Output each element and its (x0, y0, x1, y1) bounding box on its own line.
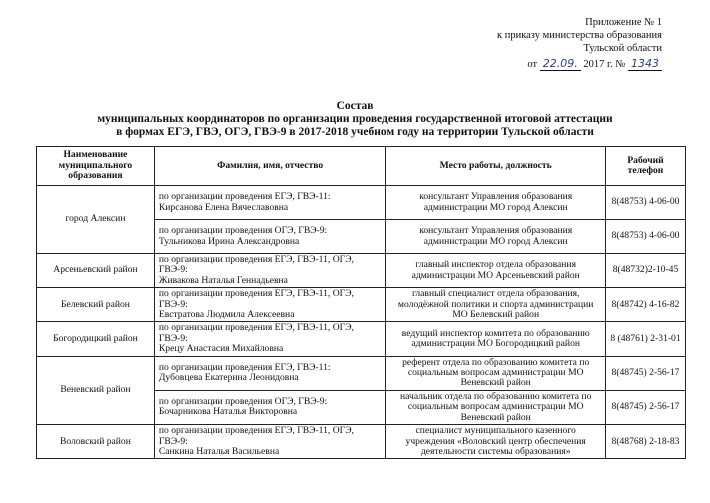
title-line-1: Состав (336, 100, 374, 112)
person-name: Бочарникова Наталья Викторовна (158, 406, 298, 418)
person-name: Крецу Анастасия Михайловна (158, 343, 284, 355)
phone-cell: 8(48745) 2-56-17 (605, 356, 685, 390)
region-cell: Веневский район (37, 356, 155, 424)
org-role: по организации проведения ОГЭ, ГВЭ-9: (158, 396, 328, 408)
table-header-row (37, 147, 686, 186)
phone-cell: 8(48732)2-10-45 (605, 254, 685, 288)
job-cell: главный инспектор отдела образования администрации МО Арсеньевский район (386, 254, 606, 288)
appendix-header (497, 16, 662, 71)
person-name: Евстратова Людмила Алексеевна (158, 309, 295, 321)
region-cell: Арсеньевский район (37, 254, 155, 288)
org-role: по организации проведения ЕГЭ, ГВЭ-11, ОГЭ, ГВЭ-9: (158, 254, 354, 276)
job-cell: главный специалист отдела образования, молодёжной политики и спорта администрации МО Белевский район (386, 288, 606, 322)
header-municipality: Наименование муниципального образования (37, 147, 155, 186)
person-name: Тульникова Ирина Александровна (158, 235, 300, 247)
handwritten-number: 1343 (628, 57, 662, 71)
appendix-region: Тульской области (583, 43, 662, 54)
job-cell: специалист муниципального казенного учреждения «Воловский центр обеспечения деятельности системы образования» (386, 425, 606, 459)
person-cell (154, 356, 386, 390)
table-row (37, 425, 686, 459)
appendix-order-ref: к приказу министерства образования (496, 30, 662, 41)
header-full-name: Фамилия, имя, отчество (154, 147, 386, 186)
table-row (37, 186, 686, 220)
coordinators-table (36, 146, 686, 459)
region-cell: Воловский район (37, 425, 155, 459)
person-cell (154, 186, 386, 220)
table-row (37, 356, 686, 390)
appendix-date-line (497, 57, 662, 71)
appendix-year: 2017 г. № (583, 59, 626, 70)
person-name: Дубовцева Екатерина Леонидовна (158, 372, 299, 384)
job-cell: начальник отдела по образованию комитета по социальным вопросам администрации МО Веневский район (386, 390, 606, 424)
phone-cell: 8(48753) 4-06-00 (605, 186, 685, 220)
person-cell (154, 220, 386, 254)
title-line-3: в формах ЕГЭ, ГВЭ, ОГЭ, ГВЭ-9 в 2017-2018 учебном году на территории Тульской области (116, 126, 594, 138)
person-cell (154, 254, 386, 288)
org-role: по организации проведения ОГЭ, ГВЭ-9: (158, 225, 328, 237)
phone-cell: 8(48753) 4-06-00 (605, 220, 685, 254)
region-cell: Богородицкий район (37, 322, 155, 356)
title-line-2: муниципальных координаторов по организации проведения государственной итоговой аттестации (97, 113, 613, 125)
person-cell (154, 390, 386, 424)
person-name: Санкина Наталья Васильевна (158, 445, 280, 457)
table-row (37, 254, 686, 288)
org-role: по организации проведения ЕГЭ, ГВЭ-11, ОГЭ, ГВЭ-9: (158, 425, 354, 447)
phone-cell: 8 (48761) 2-31-01 (605, 322, 685, 356)
job-cell: консультант Управления образования администрации МО город Алексин (386, 186, 606, 220)
person-cell (154, 288, 386, 322)
org-role: по организации проведения ЕГЭ, ГВЭ-11, ОГЭ, ГВЭ-9: (158, 288, 354, 310)
table-row (37, 288, 686, 322)
person-name: Кирсанова Елена Вячеславовна (158, 201, 289, 213)
org-role: по организации проведения ЕГЭ, ГВЭ-11: (158, 191, 331, 203)
document-title (0, 100, 710, 139)
person-name: Живакова Наталья Геннадьевна (158, 274, 288, 286)
appendix-from: от (527, 59, 538, 70)
phone-cell: 8(48768) 2-18-83 (605, 425, 685, 459)
header-phone: Рабочий телефон (605, 147, 685, 186)
phone-cell: 8(48742) 4-16-82 (605, 288, 685, 322)
org-role: по организации проведения ЕГЭ, ГВЭ-11: (158, 361, 331, 373)
handwritten-date: 22.09. (540, 57, 581, 71)
org-role: по организации проведения ЕГЭ, ГВЭ-11, ОГЭ, ГВЭ-9: (158, 322, 354, 344)
job-cell: ведущий инспектор комитета по образованию администрации МО Богородицкий район (386, 322, 606, 356)
phone-cell: 8(48745) 2-56-17 (605, 390, 685, 424)
person-cell (154, 322, 386, 356)
appendix-number: Приложение № 1 (585, 17, 662, 28)
table-row (37, 322, 686, 356)
region-cell: город Алексин (37, 186, 155, 254)
region-cell: Белевский район (37, 288, 155, 322)
header-workplace: Место работы, должность (386, 147, 606, 186)
job-cell: референт отдела по образованию комитета по социальным вопросам администрации МО Веневский район (386, 356, 606, 390)
person-cell (154, 425, 386, 459)
job-cell: консультант Управления образования администрации МО город Алексин (386, 220, 606, 254)
